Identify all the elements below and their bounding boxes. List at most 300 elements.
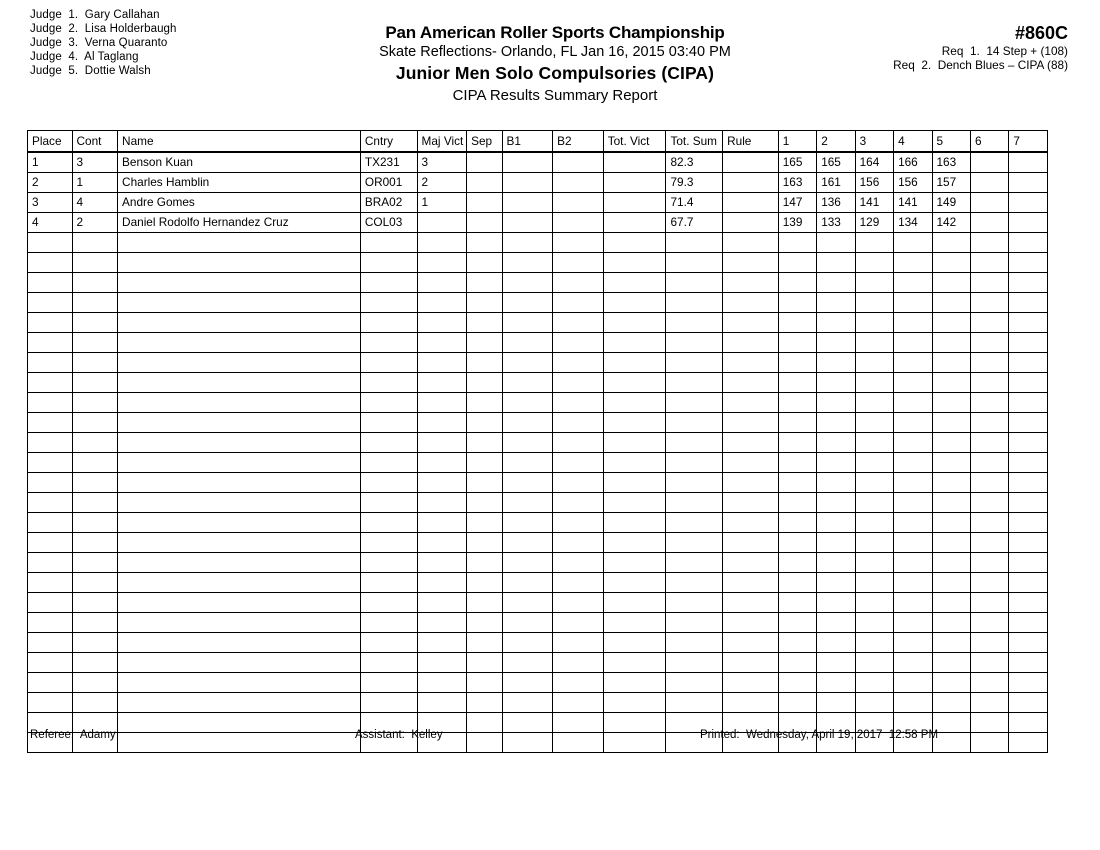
cell-maj-vict (417, 313, 467, 333)
column-header-tot-vict: Tot. Vict (603, 131, 666, 153)
cell-judge-2 (817, 253, 855, 273)
cell-cntry (360, 573, 417, 593)
cell-b2 (553, 433, 604, 453)
cell-cont (72, 593, 118, 613)
column-header-b1: B1 (502, 131, 553, 153)
cell-b1 (502, 152, 553, 173)
cell-b2 (553, 553, 604, 573)
cell-place (28, 413, 73, 433)
cell-judge-4 (894, 513, 932, 533)
cell-judge-6 (970, 613, 1008, 633)
cell-cntry: BRA02 (360, 193, 417, 213)
cell-name (118, 433, 361, 453)
cell-rule (723, 253, 779, 273)
column-header-judge-4: 4 (894, 131, 932, 153)
cell-cntry (360, 373, 417, 393)
cell-b2 (553, 613, 604, 633)
cell-b2 (553, 253, 604, 273)
column-header-judge-6: 6 (970, 131, 1008, 153)
cell-tot-sum (666, 553, 723, 573)
cell-rule (723, 413, 779, 433)
cell-judge-2 (817, 673, 855, 693)
cell-judge-3 (855, 593, 893, 613)
cell-judge-5 (932, 633, 970, 653)
cell-b1 (502, 393, 553, 413)
cell-judge-3 (855, 313, 893, 333)
cell-b1 (502, 173, 553, 193)
cell-judge-6 (970, 213, 1008, 233)
cell-judge-5 (932, 273, 970, 293)
cell-tot-sum: 82.3 (666, 152, 723, 173)
cell-judge-7 (1009, 513, 1048, 533)
cell-rule (723, 593, 779, 613)
cell-cntry (360, 653, 417, 673)
cell-sep (467, 173, 502, 193)
cell-judge-2 (817, 293, 855, 313)
cell-place (28, 533, 73, 553)
cell-maj-vict (417, 633, 467, 653)
cell-b1 (502, 493, 553, 513)
cell-maj-vict: 3 (417, 152, 467, 173)
cell-judge-4 (894, 553, 932, 573)
cell-tot-sum (666, 473, 723, 493)
cell-judge-4 (894, 393, 932, 413)
cell-maj-vict (417, 573, 467, 593)
cell-judge-2 (817, 373, 855, 393)
cell-b1 (502, 673, 553, 693)
cell-tot-vict (603, 213, 666, 233)
table-row-empty (28, 453, 1048, 473)
cell-judge-6 (970, 513, 1008, 533)
cell-judge-7 (1009, 413, 1048, 433)
cell-name (118, 513, 361, 533)
report-footer (0, 728, 1100, 746)
cell-place (28, 433, 73, 453)
table-row[interactable] (28, 193, 1048, 213)
cell-judge-7 (1009, 333, 1048, 353)
cell-cont (72, 293, 118, 313)
results-table-body (28, 152, 1048, 753)
cell-rule (723, 393, 779, 413)
cell-tot-vict (603, 533, 666, 553)
cell-place (28, 293, 73, 313)
table-header-row (28, 131, 1048, 153)
cell-name (118, 493, 361, 513)
table-row-empty (28, 413, 1048, 433)
cell-place (28, 653, 73, 673)
cell-judge-7 (1009, 693, 1048, 713)
cell-judge-1 (778, 613, 816, 633)
cell-place (28, 673, 73, 693)
cell-judge-4 (894, 673, 932, 693)
table-row-empty (28, 473, 1048, 493)
cell-judge-5 (932, 253, 970, 273)
cell-name: Daniel Rodolfo Hernandez Cruz (118, 213, 361, 233)
cell-place (28, 333, 73, 353)
column-header-judge-3: 3 (855, 131, 893, 153)
cell-judge-3: 129 (855, 213, 893, 233)
cell-tot-sum (666, 633, 723, 653)
cell-sep (467, 393, 502, 413)
cell-b1 (502, 233, 553, 253)
cell-rule (723, 473, 779, 493)
cell-place (28, 253, 73, 273)
cell-maj-vict (417, 653, 467, 673)
cell-judge-1 (778, 353, 816, 373)
cell-sep (467, 333, 502, 353)
cell-tot-vict (603, 293, 666, 313)
cell-name (118, 353, 361, 373)
cell-judge-4: 141 (894, 193, 932, 213)
cell-sep (467, 453, 502, 473)
cell-judge-1 (778, 553, 816, 573)
cell-judge-5 (932, 313, 970, 333)
table-row[interactable] (28, 213, 1048, 233)
cell-judge-3: 164 (855, 152, 893, 173)
table-row[interactable] (28, 173, 1048, 193)
cell-judge-6 (970, 453, 1008, 473)
column-header-tot-sum: Tot. Sum (666, 131, 723, 153)
cell-judge-4 (894, 273, 932, 293)
cell-cont (72, 633, 118, 653)
cell-place (28, 493, 73, 513)
cell-b1 (502, 453, 553, 473)
cell-judge-7 (1009, 433, 1048, 453)
cell-tot-vict (603, 453, 666, 473)
cell-judge-5 (932, 453, 970, 473)
cell-place (28, 453, 73, 473)
cell-place (28, 273, 73, 293)
cell-name (118, 413, 361, 433)
cell-tot-vict (603, 473, 666, 493)
cell-judge-2 (817, 593, 855, 613)
cell-name (118, 613, 361, 633)
cell-judge-7 (1009, 493, 1048, 513)
column-header-place: Place (28, 131, 73, 153)
cell-tot-sum (666, 513, 723, 533)
cell-b1 (502, 373, 553, 393)
cell-maj-vict (417, 693, 467, 713)
cell-place (28, 553, 73, 573)
cell-cntry (360, 393, 417, 413)
cell-cntry: COL03 (360, 213, 417, 233)
table-row-empty (28, 633, 1048, 653)
cell-judge-1: 165 (778, 152, 816, 173)
cell-cntry (360, 433, 417, 453)
event-category-title: Junior Men Solo Compulsories (CIPA) (395, 63, 715, 83)
cell-cont: 3 (72, 152, 118, 173)
cell-place (28, 513, 73, 533)
cell-tot-sum (666, 373, 723, 393)
cell-cont (72, 513, 118, 533)
table-row-empty (28, 273, 1048, 293)
cell-judge-3: 141 (855, 193, 893, 213)
cell-tot-sum: 71.4 (666, 193, 723, 213)
table-row-empty (28, 533, 1048, 553)
cell-tot-vict (603, 653, 666, 673)
cell-judge-5 (932, 613, 970, 633)
cell-cont (72, 493, 118, 513)
cell-tot-vict (603, 513, 666, 533)
cell-cont (72, 313, 118, 333)
cell-judge-5 (932, 553, 970, 573)
column-header-judge-7: 7 (1009, 131, 1048, 153)
cell-b1 (502, 433, 553, 453)
cell-maj-vict (417, 253, 467, 273)
cell-b2 (553, 273, 604, 293)
cell-tot-vict (603, 693, 666, 713)
cell-b1 (502, 253, 553, 273)
cell-judge-5 (932, 573, 970, 593)
cell-judge-3 (855, 693, 893, 713)
cell-judge-7 (1009, 193, 1048, 213)
cell-judge-6 (970, 333, 1008, 353)
cell-judge-4 (894, 353, 932, 373)
cell-judge-5 (932, 293, 970, 313)
column-header-judge-1: 1 (778, 131, 816, 153)
cell-maj-vict (417, 233, 467, 253)
cell-judge-4: 156 (894, 173, 932, 193)
cell-cntry (360, 453, 417, 473)
cell-cont (72, 473, 118, 493)
judge-line: Judge 3. Verna Quaranto (30, 37, 168, 50)
cell-judge-1 (778, 253, 816, 273)
cell-cont (72, 673, 118, 693)
cell-judge-3 (855, 453, 893, 473)
cell-judge-7 (1009, 293, 1048, 313)
cell-judge-1 (778, 233, 816, 253)
cell-maj-vict (417, 553, 467, 573)
cell-b1 (502, 413, 553, 433)
cell-judge-4 (894, 253, 932, 273)
cell-sep (467, 693, 502, 713)
cell-judge-6 (970, 433, 1008, 453)
cell-rule (723, 453, 779, 473)
cell-judge-3 (855, 653, 893, 673)
cell-judge-5 (932, 593, 970, 613)
cell-tot-sum (666, 353, 723, 373)
column-header-judge-2: 2 (817, 131, 855, 153)
cell-tot-vict (603, 253, 666, 273)
results-table (27, 130, 1048, 753)
cell-judge-1 (778, 453, 816, 473)
cell-tot-vict (603, 193, 666, 213)
cell-b1 (502, 473, 553, 493)
table-row[interactable] (28, 152, 1048, 173)
cell-judge-5 (932, 673, 970, 693)
cell-judge-5 (932, 353, 970, 373)
cell-judge-4: 134 (894, 213, 932, 233)
cell-judge-3 (855, 293, 893, 313)
cell-judge-1 (778, 373, 816, 393)
cell-judge-2 (817, 513, 855, 533)
cell-name: Charles Hamblin (118, 173, 361, 193)
cell-judge-7 (1009, 633, 1048, 653)
cell-maj-vict (417, 593, 467, 613)
cell-judge-5: 157 (932, 173, 970, 193)
cell-sep (467, 413, 502, 433)
cell-sep (467, 593, 502, 613)
cell-tot-vict (603, 353, 666, 373)
cell-b1 (502, 353, 553, 373)
cell-b1 (502, 213, 553, 233)
cell-judge-7 (1009, 313, 1048, 333)
cell-judge-4 (894, 613, 932, 633)
cell-b2 (553, 453, 604, 473)
cell-sep (467, 152, 502, 173)
cell-name: Andre Gomes (118, 193, 361, 213)
cell-judge-3 (855, 333, 893, 353)
cell-judge-1 (778, 273, 816, 293)
table-row-empty (28, 653, 1048, 673)
cell-judge-4: 166 (894, 152, 932, 173)
cell-rule (723, 233, 779, 253)
cell-place (28, 633, 73, 653)
cell-cntry (360, 233, 417, 253)
cell-place: 3 (28, 193, 73, 213)
cell-cntry (360, 553, 417, 573)
cell-judge-5 (932, 493, 970, 513)
cell-judge-6 (970, 593, 1008, 613)
cell-judge-1: 163 (778, 173, 816, 193)
cell-b2 (553, 673, 604, 693)
cell-judge-3 (855, 413, 893, 433)
cell-cont: 4 (72, 193, 118, 213)
cell-judge-5 (932, 333, 970, 353)
cell-tot-vict (603, 433, 666, 453)
column-header-rule: Rule (723, 131, 779, 153)
cell-b1 (502, 613, 553, 633)
cell-rule (723, 313, 779, 333)
cell-maj-vict (417, 273, 467, 293)
cell-judge-7 (1009, 593, 1048, 613)
cell-tot-vict (603, 333, 666, 353)
cell-maj-vict (417, 213, 467, 233)
cell-place: 2 (28, 173, 73, 193)
cell-judge-1 (778, 473, 816, 493)
cell-judge-3 (855, 473, 893, 493)
cell-judge-4 (894, 313, 932, 333)
cell-tot-sum: 67.7 (666, 213, 723, 233)
cell-judge-3 (855, 433, 893, 453)
cell-judge-3 (855, 553, 893, 573)
cell-judge-5: 149 (932, 193, 970, 213)
cell-cntry (360, 493, 417, 513)
column-header-cntry: Cntry (360, 131, 417, 153)
cell-judge-6 (970, 473, 1008, 493)
cell-maj-vict (417, 353, 467, 373)
cell-name (118, 673, 361, 693)
cell-cont (72, 453, 118, 473)
cell-rule (723, 633, 779, 653)
cell-judge-6 (970, 413, 1008, 433)
cell-judge-5 (932, 413, 970, 433)
cell-judge-3 (855, 673, 893, 693)
cell-judge-6 (970, 493, 1008, 513)
cell-maj-vict (417, 513, 467, 533)
cell-b2 (553, 373, 604, 393)
cell-judge-6 (970, 553, 1008, 573)
cell-judge-7 (1009, 353, 1048, 373)
cell-judge-3 (855, 273, 893, 293)
table-row-empty (28, 493, 1048, 513)
cell-judge-5 (932, 473, 970, 493)
cell-judge-7 (1009, 213, 1048, 233)
cell-b2 (553, 293, 604, 313)
cell-judge-5 (932, 513, 970, 533)
cell-tot-sum (666, 613, 723, 633)
cell-maj-vict (417, 373, 467, 393)
cell-b1 (502, 653, 553, 673)
cell-judge-7 (1009, 253, 1048, 273)
cell-cont (72, 253, 118, 273)
cell-b1 (502, 293, 553, 313)
cell-judge-2 (817, 393, 855, 413)
cell-name (118, 593, 361, 613)
cell-maj-vict: 2 (417, 173, 467, 193)
cell-judge-4 (894, 233, 932, 253)
cell-name (118, 633, 361, 653)
cell-judge-7 (1009, 373, 1048, 393)
cell-judge-6 (970, 673, 1008, 693)
cell-b1 (502, 633, 553, 653)
cell-judge-7 (1009, 673, 1048, 693)
cell-b2 (553, 193, 604, 213)
cell-name (118, 393, 361, 413)
cell-tot-sum (666, 253, 723, 273)
cell-rule (723, 573, 779, 593)
cell-maj-vict (417, 473, 467, 493)
cell-tot-vict (603, 413, 666, 433)
cell-b2 (553, 473, 604, 493)
cell-rule (723, 673, 779, 693)
cell-cntry (360, 253, 417, 273)
column-header-name: Name (118, 131, 361, 153)
cell-judge-4 (894, 633, 932, 653)
report-header (255, 22, 855, 106)
cell-place (28, 613, 73, 633)
cell-judge-2 (817, 493, 855, 513)
cell-judge-2 (817, 413, 855, 433)
event-number: #860C (1014, 23, 1068, 43)
cell-rule (723, 273, 779, 293)
cell-judge-5 (932, 233, 970, 253)
table-row-empty (28, 513, 1048, 533)
cell-tot-sum (666, 393, 723, 413)
cell-judge-5: 163 (932, 152, 970, 173)
cell-maj-vict (417, 453, 467, 473)
cell-sep (467, 473, 502, 493)
cell-judge-3 (855, 233, 893, 253)
cell-place (28, 593, 73, 613)
cell-sep (467, 633, 502, 653)
cell-tot-vict (603, 313, 666, 333)
cell-tot-sum (666, 533, 723, 553)
table-row-empty (28, 593, 1048, 613)
cell-b2 (553, 333, 604, 353)
cell-b1 (502, 313, 553, 333)
cell-sep (467, 293, 502, 313)
cell-rule (723, 152, 779, 173)
cell-rule (723, 533, 779, 553)
cell-name (118, 313, 361, 333)
table-row-empty (28, 553, 1048, 573)
cell-sep (467, 553, 502, 573)
cell-judge-2 (817, 533, 855, 553)
cell-name (118, 553, 361, 573)
event-title: Pan American Roller Sports Championship (385, 23, 725, 42)
cell-rule (723, 173, 779, 193)
